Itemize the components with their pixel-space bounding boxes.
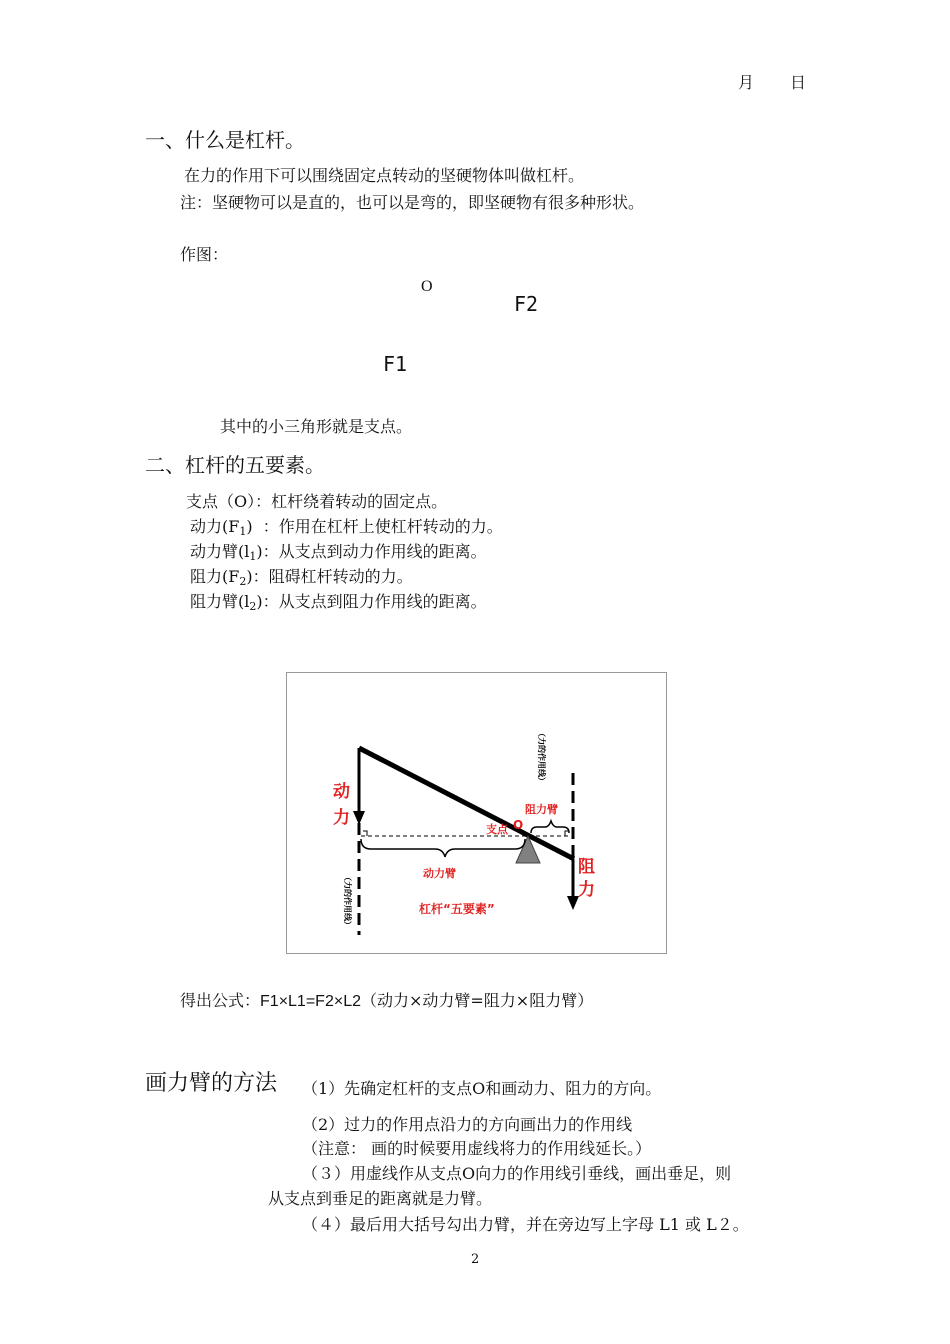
method-step-2: （2）过力的作用点沿力的方向画出力的作用线 bbox=[302, 1115, 633, 1134]
figure-label-f1: F1 bbox=[383, 352, 408, 376]
effort-arm-brace bbox=[361, 839, 525, 857]
label-o: O bbox=[513, 818, 524, 832]
method-step-4: （４）最后用大括号勾出力臂，并在旁边写上字母 L1 或 L２。 bbox=[302, 1215, 749, 1234]
label-fulcrum: 支点 bbox=[486, 823, 508, 836]
method-step-2-note: （注意： 画的时候要用虚线将力的作用线延长。） bbox=[302, 1139, 652, 1158]
element-resistance: 阻力$(F_2)$：阻碍杠杆转动的力。 bbox=[190, 567, 413, 588]
label-power-1: 动 bbox=[333, 782, 350, 802]
element-effort: 动力$(F_1)$ ：作用在杠杆上使杠杆转动的力。 bbox=[190, 517, 503, 538]
element-resistance-arm: 阻力臂$(l_2)$：从支点到阻力作用线的距离。 bbox=[190, 592, 487, 613]
draw-label: 作图： bbox=[180, 245, 229, 264]
label-line-left: （力的作用线） bbox=[343, 873, 352, 929]
section3-title: 画力臂的方法 bbox=[145, 1071, 278, 1096]
page-number: 2 bbox=[471, 1252, 480, 1267]
label-power-2: 力 bbox=[333, 808, 350, 828]
label-resist-2: 力 bbox=[578, 880, 595, 900]
label-caption: 杠杆“五要素” bbox=[419, 902, 495, 916]
label-resist-1: 阻 bbox=[578, 857, 595, 877]
day-label: 日 bbox=[790, 73, 807, 92]
effort-arrow-head bbox=[353, 811, 365, 825]
method-step-3-cont: 从支点到垂足的距离就是力臂。 bbox=[268, 1189, 493, 1208]
figure-label-f2: F2 bbox=[514, 292, 539, 316]
figure-label-o: O bbox=[421, 278, 433, 295]
element-fulcrum: 支点（O）：杠杆绕着转动的固定点。 bbox=[186, 492, 448, 511]
formula-line: 得出公式：F1×L1=F2×L2（动力×动力臂=阻力×阻力臂） bbox=[180, 991, 594, 1010]
resistance-arm-brace bbox=[531, 821, 569, 833]
label-power-arm: 动力臂 bbox=[423, 867, 456, 880]
method-step-3: （３）用虚线作从支点O向力的作用线引垂线，画出垂足，则 bbox=[302, 1164, 732, 1183]
method-step-1: （1）先确定杠杆的支点O和画动力、阻力的方向。 bbox=[302, 1079, 662, 1098]
lever-diagram-svg bbox=[287, 673, 666, 953]
label-resist-arm: 阻力臂 bbox=[525, 803, 558, 816]
lever-note: 注：坚硬物可以是直的，也可以是弯的，即坚硬物有很多种形状。 bbox=[180, 193, 645, 212]
lever-definition: 在力的作用下可以围绕固定点转动的坚硬物体叫做杠杆。 bbox=[184, 166, 585, 185]
section1-title: 一、什么是杠杆。 bbox=[145, 128, 305, 152]
label-line-right: （力的作用线） bbox=[537, 729, 546, 785]
element-effort-arm: 动力臂$(l_1)$：从支点到动力作用线的距离。 bbox=[190, 542, 487, 563]
month-label: 月 bbox=[738, 73, 755, 92]
fulcrum-note: 其中的小三角形就是支点。 bbox=[220, 417, 413, 436]
right-angle-mark-left bbox=[363, 831, 367, 836]
section2-title: 二、杠杆的五要素。 bbox=[145, 453, 325, 477]
lever-diagram bbox=[286, 672, 667, 954]
